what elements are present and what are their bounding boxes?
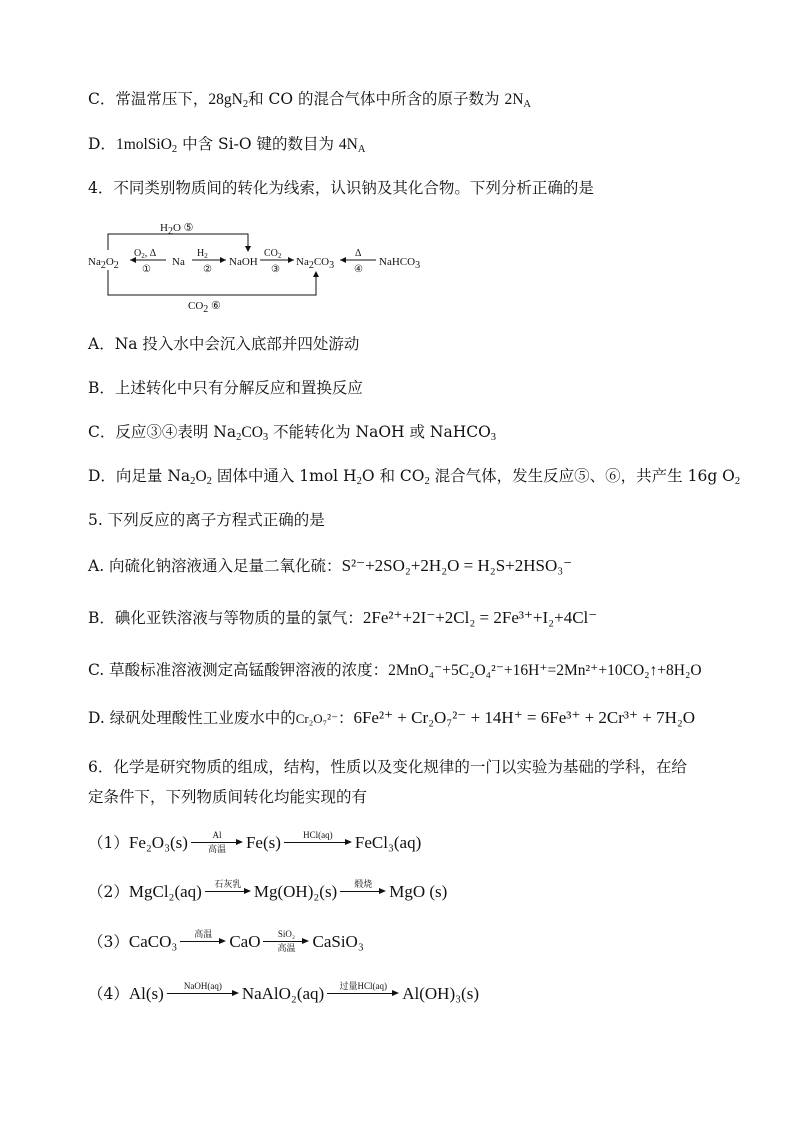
reaction-arrow (340, 879, 386, 903)
intermediate: Mg(OH)₂(s) (253, 882, 338, 901)
arrow-line (205, 889, 251, 893)
species-nahco3: NaHCO3 (379, 256, 421, 271)
arrow-condition-bottom: 高温 (207, 844, 226, 854)
q5-option-c: C. 草酸标准溶液测定高锰酸钾溶液的浓度：2MnO₄⁻+5C₂O₄²⁻+16H⁺=2Mn²⁺+10CO₂↑+8H₂O (88, 661, 702, 679)
path-5 (108, 234, 248, 250)
product: Al(OH)₃(s) (402, 984, 479, 1003)
label-r2-num: ② (203, 264, 212, 275)
arrow-line (284, 840, 352, 844)
product: CaSiO₃ (312, 932, 364, 951)
arrow-condition-top: HCl(aq) (303, 830, 333, 840)
label-r1: $O_2$, Δ (134, 248, 157, 260)
reaction-arrow (284, 830, 352, 854)
reactant: CaCO₃ (128, 932, 178, 951)
reaction-arrow (180, 929, 226, 953)
reaction-arrow (205, 879, 251, 903)
intermediate: NaAlO₂(aq) (241, 984, 325, 1003)
reaction-arrow (167, 981, 239, 1005)
label-r5: H2O ⑤ (160, 222, 194, 237)
reactant: Fe₂O₃(s) (128, 833, 188, 852)
arrow-line (327, 991, 399, 995)
arrow-condition-bottom (167, 995, 239, 1005)
species-na2o2: Na2O2 (88, 256, 119, 271)
reactant: MgCl₂(aq) (128, 882, 202, 901)
arrow-condition-bottom (340, 893, 386, 903)
q4-option-a: A．Na 投入水中会沉入底部并四处游动 (88, 335, 360, 353)
q5-option-a: A. 向硫化钠溶液通入足量二氧化硫：S²⁻+2SO₂+2H₂O = H₂S+2HSO₃⁻ (88, 556, 573, 575)
q4-option-d: D．向足量 $Na_2O_2$ 固体中通入 1mol $H_2O$ 和 $CO_2$ 混合气体，发生反应⑤、⑥，共产生 16g $O_2$ (88, 467, 741, 488)
species-na: Na (172, 256, 185, 268)
arrowhead-4 (340, 257, 346, 263)
product: MgO (s) (389, 882, 448, 901)
q3-option-d: D．1molSiO$_2$ 中含 Si-O 键的数目为 $4N_A$ (88, 135, 366, 156)
arrow-line (263, 939, 309, 943)
path-6 (108, 270, 316, 295)
intermediate: Fe(s) (245, 833, 281, 852)
label-r2: $H_2$ (197, 248, 208, 260)
q6-item-2 (88, 881, 447, 905)
q5-option-d: D. 绿矾处理酸性工业废水中的Cr₂O₇²⁻：6Fe²⁺ + Cr₂O₇²⁻ + 14H⁺ = 6Fe³⁺ + 2Cr³⁺ + 7H₂O (88, 708, 696, 727)
arrow-condition-top: SiO₂ (277, 929, 296, 939)
equation-a: S²⁻+2SO₂+2H₂O = H₂S+2HSO₃⁻ (341, 556, 573, 575)
arrow-line (340, 889, 386, 893)
arrow-condition-top: 煅烧 (354, 879, 373, 889)
arrow-line (191, 840, 243, 844)
q6-item-4 (88, 983, 479, 1007)
arrow-condition-top: 高温 (194, 929, 213, 939)
q4-option-c: C．反应③④表明 $Na_2CO_3$ 不能转化为 NaOH 或 NaHCO$_3$ (88, 423, 497, 444)
arrow-condition-bottom (205, 893, 251, 903)
species-naoh: NaOH (229, 256, 258, 268)
q5-stem: 5. 下列反应的离子方程式正确的是 (88, 511, 325, 529)
arrowhead-5 (245, 246, 251, 252)
product: FeCl₃(aq) (354, 833, 422, 852)
arrow-condition-bottom (180, 943, 226, 953)
arrow-line (180, 939, 226, 943)
label-r3-num: ③ (271, 264, 280, 275)
item-number: （2） (88, 883, 129, 901)
item-number: （4） (88, 985, 129, 1003)
equation-c: 2MnO₄⁻+5C₂O₄²⁻+16H⁺=2Mn²⁺+10CO₂↑+8H₂O (388, 662, 702, 679)
equation-d: 6Fe²⁺ + Cr₂O₇²⁻ + 14H⁺ = 6Fe³⁺ + 2Cr³⁺ + 7H₂O (353, 708, 696, 727)
arrowhead-3 (288, 257, 294, 263)
q6-stem-line1: 6．化学是研究物质的组成，结构，性质以及变化规律的一门以实验为基础的学科，在给 (88, 758, 687, 776)
q6-item-3 (88, 931, 364, 955)
item-number: （3） (88, 933, 129, 951)
label-r1-num: ① (142, 264, 151, 275)
arrow-condition-bottom: 高温 (277, 943, 296, 953)
arrow-condition-top: Al (212, 830, 222, 840)
arrowhead-2 (220, 257, 226, 263)
q4-stem: 4．不同类别物质间的转化为线索，认识钠及其化合物。下列分析正确的是 (88, 179, 594, 197)
reaction-arrow (327, 981, 399, 1005)
arrow-condition-bottom (327, 995, 399, 1005)
reactant: Al(s) (128, 984, 164, 1003)
arrow-line (167, 991, 239, 995)
q6-item-1 (88, 832, 421, 856)
label-r3: $CO_2$ (264, 248, 282, 260)
species-na2co3: Na2CO3 (296, 256, 335, 271)
q4-option-b: B．上述转化中只有分解反应和置换反应 (88, 379, 363, 397)
q6-stem-line2: 定条件下，下列物质间转化均能实现的有 (88, 788, 368, 806)
reaction-arrow (263, 929, 309, 953)
label-r4-num: ④ (354, 264, 363, 275)
arrow-condition-top: NaOH(aq) (183, 981, 222, 991)
arrow-condition-top: 石灰乳 (214, 879, 242, 889)
label-r6: CO2 ⑥ (188, 300, 221, 314)
intermediate: CaO (229, 932, 261, 951)
arrow-condition-bottom (284, 844, 352, 854)
q3-option-c: C．常温常压下，$28gN_2$和 CO 的混合气体中所含的原子数为 $2N_A$ (88, 90, 532, 111)
reaction-arrow (191, 830, 243, 854)
sodium-conversion-diagram (88, 214, 438, 314)
label-r4: Δ (355, 248, 362, 259)
q5-option-b: B．碘化亚铁溶液与等物质的量的氯气：2Fe²⁺+2I⁻+2Cl₂ = 2Fe³⁺+I₂+4Cl⁻ (88, 608, 598, 627)
arrowhead-6 (313, 271, 319, 277)
equation-b: 2Fe²⁺+2I⁻+2Cl₂ = 2Fe³⁺+I₂+4Cl⁻ (362, 608, 598, 627)
item-number: （1） (88, 834, 129, 852)
arrow-condition-top: 过量HCl(aq) (339, 981, 387, 991)
